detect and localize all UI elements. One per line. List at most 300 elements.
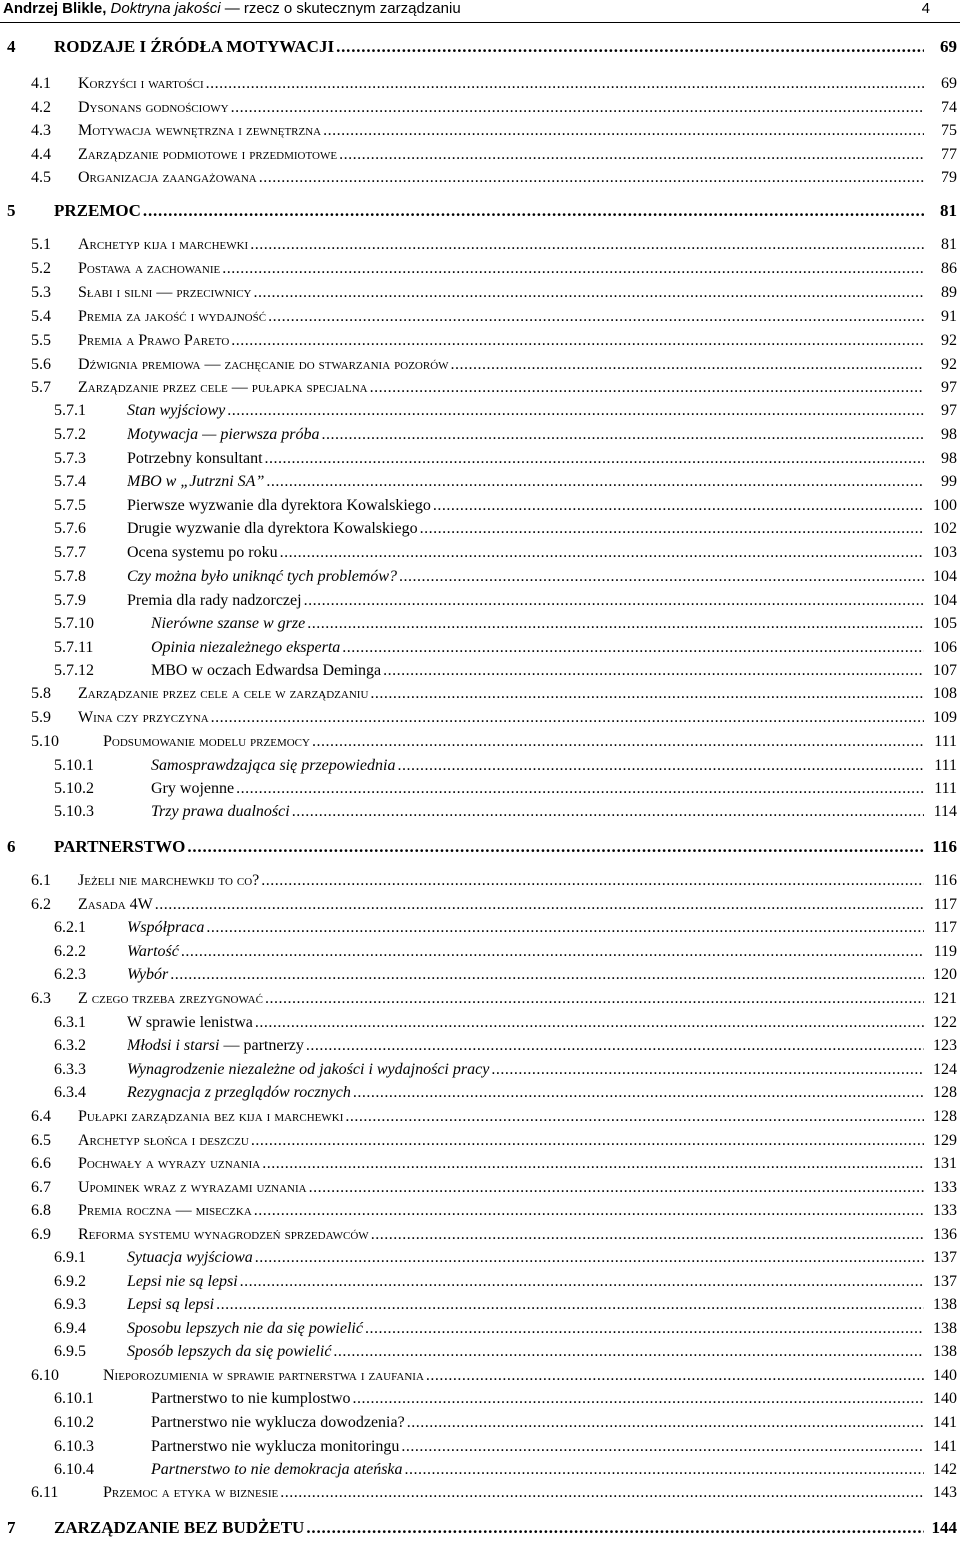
toc-entry-number: 6.3.1 (54, 1014, 86, 1031)
toc-entry-number: 6.9 (31, 1226, 51, 1243)
toc-entry-title: Premia dla rady nadzorczej (127, 592, 302, 609)
toc-leader-dots (304, 1035, 924, 1057)
toc-entry-title: Premia roczna — miseczka (78, 1202, 252, 1219)
toc-leader-dots (368, 683, 924, 705)
toc-leader-dots (489, 1059, 924, 1081)
toc-entry-page: 131 (933, 1155, 957, 1172)
toc-entry-page: 121 (933, 990, 957, 1007)
toc-entry (0, 542, 960, 564)
toc-entry-number: 5.10.3 (54, 803, 94, 820)
running-header (0, 0, 960, 23)
toc-entry-page: 81 (941, 236, 957, 253)
toc-entry-number: 5.7.10 (54, 615, 94, 632)
toc-entry (0, 36, 960, 58)
toc-entry (0, 1517, 960, 1539)
toc-entry-page: 133 (933, 1179, 957, 1196)
toc-leader-dots (321, 120, 924, 142)
toc-entry-title: Ocena systemu po roku (127, 544, 278, 561)
toc-entry-page: 129 (933, 1132, 957, 1149)
toc-entry-page: 109 (933, 709, 957, 726)
toc-entry (0, 801, 960, 823)
toc-entry-page: 92 (941, 356, 957, 373)
toc-leader-dots (204, 917, 924, 939)
toc-entry (0, 1271, 960, 1293)
toc-entry-number: 5.7.8 (54, 568, 86, 585)
toc-leader-dots (290, 801, 924, 823)
toc-leader-dots (310, 731, 924, 753)
toc-entry-number: 6.9.2 (54, 1273, 86, 1290)
toc-entry (0, 1459, 960, 1481)
toc-leader-dots (253, 1247, 924, 1269)
toc-entry-title: Sposobu lepszych nie da się powielić (127, 1320, 363, 1337)
toc-entry-page: 111 (934, 780, 957, 797)
toc-entry-number: 6.10.2 (54, 1414, 94, 1431)
toc-entry-title: Wynagrodzenie niezależne od jakości i wydajności pracy (127, 1061, 490, 1078)
toc-entry-title: Archetyp kija i marchewki (78, 236, 249, 253)
toc-entry-number: 5.7.2 (54, 426, 86, 443)
toc-entry-title: Zarządzanie podmiotowe i przedmiotowe (78, 146, 338, 163)
toc-leader-dots (248, 234, 924, 256)
toc-entry (0, 1035, 960, 1057)
toc-entry-number: 6.2.2 (54, 943, 86, 960)
toc-entry-number: 6.6 (31, 1155, 51, 1172)
toc-entry-page: 138 (933, 1343, 957, 1360)
toc-entry-number: 6.9.3 (54, 1296, 86, 1313)
toc-leader-dots (238, 1271, 924, 1293)
toc-entry-title: PRZEMOC (54, 201, 141, 220)
toc-entry (0, 518, 960, 540)
toc-entry-number: 6.2.3 (54, 966, 86, 983)
toc-leader-dots (168, 964, 924, 986)
toc-leader-dots (337, 144, 924, 166)
toc-entry-number: 6.3.2 (54, 1037, 86, 1054)
toc-entry (0, 1153, 960, 1175)
toc-entry-page: 138 (933, 1296, 957, 1313)
toc-entry-number: 4.5 (31, 169, 51, 186)
toc-leader-dots (179, 941, 924, 963)
toc-entry-title: Pochwały a wyrazy uznania (78, 1155, 261, 1172)
toc-entry-page: 74 (941, 99, 957, 116)
toc-entry-number: 5.7.7 (54, 544, 86, 561)
toc-leader-dots (351, 1082, 924, 1104)
toc-entry (0, 988, 960, 1010)
toc-entry-number: 6.10.1 (54, 1390, 94, 1407)
toc-entry (0, 73, 960, 95)
toc-entry-title: Wybór (127, 966, 169, 983)
toc-entry-page: 140 (933, 1390, 957, 1407)
toc-entry-page: 105 (933, 615, 957, 632)
toc-entry-number: 5.8 (31, 685, 51, 702)
toc-entry-title: Potrzebny konsultant (127, 450, 263, 467)
toc-entry-page: 97 (941, 379, 957, 396)
toc-entry-number: 6.10.4 (54, 1461, 94, 1478)
toc-entry-number: 6.9.1 (54, 1249, 86, 1266)
toc-entry-title: Motywacja wewnętrzna i zewnętrzna (78, 122, 322, 139)
toc-entry-page: 117 (933, 919, 957, 936)
toc-leader-dots (260, 1153, 924, 1175)
toc-entry (0, 778, 960, 800)
toc-entry (0, 755, 960, 777)
toc-entry (0, 282, 960, 304)
toc-entry-page: 99 (941, 473, 957, 490)
toc-entry-number: 5.7.3 (54, 450, 86, 467)
toc-entry-title: PARTNERSTWO (54, 837, 186, 856)
toc-entry-number: 4.3 (31, 122, 51, 139)
toc-entry-page: 111 (934, 757, 957, 774)
toc-entry-number: 6.9.4 (54, 1320, 86, 1337)
toc-entry-title: Drugie wyzwanie dla dyrektora Kowalskiego (127, 520, 418, 537)
toc-entry-page: 137 (933, 1273, 957, 1290)
toc-leader-dots (252, 282, 925, 304)
toc-entry-title: Stan wyjściowy (127, 402, 226, 419)
toc-entry (0, 964, 960, 986)
toc-entry (0, 1412, 960, 1434)
toc-entry-title: Sytuacja wyjściowa (127, 1249, 253, 1266)
toc-entry (0, 660, 960, 682)
toc-entry-title: Gry wojenne (151, 780, 235, 797)
toc-leader-dots (257, 167, 924, 189)
toc-entry-page: 103 (933, 544, 957, 561)
toc-entry-title: Partnerstwo to nie kumplostwo (151, 1390, 351, 1407)
toc-entry-number: 6.4 (31, 1108, 51, 1125)
toc-entry-number: 6.2 (31, 896, 51, 913)
toc-leader-dots (220, 258, 924, 280)
toc-entry-number: 5.1 (31, 236, 51, 253)
toc-entry-title: Zarządzanie przez cele a cele w zarządzaniu (78, 685, 369, 702)
toc-entry-page: 124 (933, 1061, 957, 1078)
toc-leader-dots (331, 1341, 924, 1363)
toc-entry (0, 330, 960, 352)
toc-entry-title: Premia za jakość i wydajność (78, 308, 267, 325)
toc-entry-number: 5.4 (31, 308, 51, 325)
toc-leader-dots (302, 590, 924, 612)
toc-entry (0, 1247, 960, 1269)
toc-leader-dots (399, 1436, 924, 1458)
toc-entry-title: Podsumowanie modelu przemocy (103, 733, 310, 750)
toc-entry-number: 6.9.5 (54, 1343, 86, 1360)
toc-entry-title: Trzy prawa dualności (151, 803, 290, 820)
toc-entry-page: 116 (932, 837, 957, 856)
toc-entry-page: 100 (933, 497, 957, 514)
header-book-title: Doktryna jakości (110, 0, 221, 17)
toc-entry (0, 144, 960, 166)
toc-entry-page: 81 (940, 201, 957, 220)
toc-entry-page: 136 (933, 1226, 957, 1243)
toc-entry (0, 1130, 960, 1152)
toc-entry-number: 6.1 (31, 872, 51, 889)
toc-entry-number: 5.5 (31, 332, 51, 349)
toc-entry-title: Dźwignia premiowa — zachęcanie do stwarzania pozorów (78, 356, 449, 373)
toc-entry-title: Nierówne szanse w grze (151, 615, 306, 632)
toc-entry-number: 6 (7, 837, 16, 856)
header-page-number: 4 (921, 0, 930, 17)
toc-entry-title: Zasada 4W (78, 896, 153, 913)
toc-leader-dots (263, 448, 924, 470)
toc-leader-dots (204, 73, 924, 95)
header-author: Andrzej Blikle, (3, 0, 107, 17)
toc-entry-page: 79 (941, 169, 957, 186)
toc-entry-title: Jeżeli nie marchewkij to co? (78, 872, 260, 889)
toc-entry-title: Korzyści i wartości (78, 75, 204, 92)
toc-entry (0, 1341, 960, 1363)
toc-entry (0, 97, 960, 119)
toc-entry (0, 471, 960, 493)
toc-entry-title: Partnerstwo nie wyklucza dowodzenia? (151, 1414, 405, 1431)
toc-entry-number: 5.7.4 (54, 473, 86, 490)
toc-entry (0, 870, 960, 892)
toc-entry (0, 306, 960, 328)
toc-leader-dots (229, 330, 924, 352)
toc-leader-dots (369, 1224, 924, 1246)
toc-entry (0, 424, 960, 446)
toc-entry-title: Rezygnacja z przeglądów rocznych (127, 1084, 351, 1101)
toc-entry-page: 141 (933, 1414, 957, 1431)
toc-entry-number: 5.7.9 (54, 592, 86, 609)
toc-entry-page: 123 (933, 1037, 957, 1054)
toc-entry (0, 1106, 960, 1128)
toc-entry-number: 4.2 (31, 99, 51, 116)
toc-entry (0, 1177, 960, 1199)
toc-entry (0, 941, 960, 963)
toc-leader-dots (397, 566, 924, 588)
toc-entry-title: Samosprawdzająca się przepowiednia (151, 757, 396, 774)
toc-entry (0, 731, 960, 753)
toc-entry-title: Premia a Prawo Pareto (78, 332, 230, 349)
toc-entry-title: Nieporozumienia w sprawie partnerstwa i zaufania (103, 1367, 424, 1384)
toc-entry-page: 98 (941, 450, 957, 467)
toc-entry-number: 5.3 (31, 284, 51, 301)
toc-entry (0, 1059, 960, 1081)
toc-entry-title: Młodsi i starsi — partnerzy (127, 1037, 304, 1054)
toc-entry-number: 5 (7, 201, 16, 220)
toc-entry-title: Upominek wraz z wyrazami uznania (78, 1179, 307, 1196)
toc-entry-number: 6.3 (31, 990, 51, 1007)
toc-entry-number: 5.10.2 (54, 780, 94, 797)
toc-leader-dots (252, 1200, 924, 1222)
toc-entry-page: 91 (941, 308, 957, 325)
toc-leader-dots (351, 1388, 924, 1410)
toc-leader-dots (225, 400, 924, 422)
toc-leader-dots (363, 1318, 924, 1340)
toc-entry-title: Sposób lepszych da się powielić (127, 1343, 332, 1360)
toc-entry-page: 98 (941, 426, 957, 443)
toc-entry-number: 5.2 (31, 260, 51, 277)
toc-entry-page: 92 (941, 332, 957, 349)
toc-entry-title: Dysonans godnościowy (78, 99, 229, 116)
toc-entry-title: Z czego trzeba zrezygnować (78, 990, 263, 1007)
toc-leader-dots (278, 542, 924, 564)
toc-entry-title: ZARZĄDZANIE BEZ BUDŻETU (54, 1518, 305, 1537)
toc-entry (0, 1294, 960, 1316)
toc-entry (0, 167, 960, 189)
toc-entry-page: 141 (933, 1438, 957, 1455)
toc-leader-dots (305, 613, 924, 635)
toc-entry-page: 106 (933, 639, 957, 656)
toc-entry-title: Opinia niezależnego eksperta (151, 639, 341, 656)
toc-entry-number: 4 (7, 37, 16, 56)
toc-leader-dots (395, 755, 924, 777)
toc-entry-title: Wartość (127, 943, 179, 960)
toc-entry (0, 836, 960, 858)
toc-entry-page: 140 (933, 1367, 957, 1384)
toc-entry-title: MBO w „Jutrzni SA” (127, 473, 265, 490)
toc-entry (0, 637, 960, 659)
toc-entry-page: 122 (933, 1014, 957, 1031)
toc-entry-number: 6.11 (31, 1484, 59, 1501)
toc-entry-page: 89 (941, 284, 957, 301)
toc-entry-number: 5.10.1 (54, 757, 94, 774)
toc-entry-number: 4.1 (31, 75, 51, 92)
toc-entry-title: Postawa a zachowanie (78, 260, 221, 277)
toc-leader-dots (266, 306, 924, 328)
toc-entry (0, 894, 960, 916)
toc-entry-number: 7 (7, 1518, 16, 1537)
toc-entry-number: 5.10 (31, 733, 59, 750)
toc-entry-number: 5.7.1 (54, 402, 86, 419)
toc-entry-page: 133 (933, 1202, 957, 1219)
toc-entry-page: 137 (933, 1249, 957, 1266)
toc-entry (0, 1318, 960, 1340)
toc-entry-title: Słabi i silni — przeciwnicy (78, 284, 252, 301)
toc-entry (0, 917, 960, 939)
header-citation (3, 0, 461, 18)
toc-entry (0, 1200, 960, 1222)
toc-entry (0, 1436, 960, 1458)
toc-entry-title: Pierwsze wyzwanie dla dyrektora Kowalskiego (127, 497, 431, 514)
toc-entry-title: Partnerstwo nie wyklucza monitoringu (151, 1438, 400, 1455)
toc-entry (0, 377, 960, 399)
toc-leader-dots (263, 988, 924, 1010)
toc-entry (0, 1388, 960, 1410)
toc-leader-dots (141, 200, 924, 222)
toc-entry-number: 5.7.5 (54, 497, 86, 514)
toc-entry (0, 707, 960, 729)
toc-leader-dots (340, 637, 924, 659)
toc-entry-page: 119 (933, 943, 957, 960)
toc-leader-dots (304, 1517, 924, 1539)
toc-entry-title: Organizacja zaangażowana (78, 169, 257, 186)
toc-entry-page: 86 (941, 260, 957, 277)
toc-entry-title: W sprawie lenistwa (127, 1014, 253, 1031)
toc-entry-number: 5.7 (31, 379, 51, 396)
toc-entry-page: 143 (933, 1484, 957, 1501)
toc-leader-dots (424, 1365, 924, 1387)
toc-entry (0, 258, 960, 280)
toc-entry (0, 354, 960, 376)
toc-entry-title: Wina czy przyczyna (78, 709, 209, 726)
toc-leader-dots (234, 778, 924, 800)
toc-entry (0, 120, 960, 142)
toc-entry (0, 1082, 960, 1104)
toc-entry-number: 6.8 (31, 1202, 51, 1219)
toc-entry-page: 75 (941, 122, 957, 139)
header-subtitle: — rzecz o skutecznym zarządzaniu (220, 0, 461, 17)
toc-leader-dots (153, 894, 924, 916)
toc-entry-title: Lepsi są lepsi (127, 1296, 215, 1313)
toc-entry-title: Przemoc a etyka w biznesie (103, 1484, 279, 1501)
toc-entry (0, 448, 960, 470)
toc-entry-number: 5.7.6 (54, 520, 86, 537)
toc-entry-title: Współpraca (127, 919, 205, 936)
toc-entry-title: Archetyp słońca i deszczu (78, 1132, 249, 1149)
toc-entry-page: 128 (933, 1084, 957, 1101)
toc-entry-number: 5.7.11 (54, 639, 94, 656)
toc-entry-number: 6.3.3 (54, 1061, 86, 1078)
toc-entry (0, 566, 960, 588)
toc-entry-page: 111 (934, 733, 957, 750)
toc-entry-page: 120 (933, 966, 957, 983)
toc-entry-page: 102 (933, 520, 957, 537)
toc-entry-page: 97 (941, 402, 957, 419)
toc-entry-number: 6.10 (31, 1367, 59, 1384)
toc-entry-page: 69 (941, 75, 957, 92)
toc-entry (0, 590, 960, 612)
toc-entry-number: 6.7 (31, 1179, 51, 1196)
toc-entry-page: 138 (933, 1320, 957, 1337)
toc-entry-page: 142 (933, 1461, 957, 1478)
toc-entry (0, 495, 960, 517)
toc-entry-page: 104 (933, 568, 957, 585)
toc-entry-title: Partnerstwo to nie demokracja ateńska (151, 1461, 403, 1478)
toc-leader-dots (418, 518, 924, 540)
toc-entry-number: 6.2.1 (54, 919, 86, 936)
toc-entry-page: 107 (933, 662, 957, 679)
toc-entry-title: Motywacja — pierwsza próba (127, 426, 320, 443)
toc-entry-number: 4.4 (31, 146, 51, 163)
toc-entry (0, 400, 960, 422)
toc-leader-dots (259, 870, 924, 892)
toc-leader-dots (264, 471, 924, 493)
toc-entry-title: Czy można było uniknąć tych problemów? (127, 568, 398, 585)
toc-entry-number: 6.5 (31, 1132, 51, 1149)
toc-leader-dots (319, 424, 924, 446)
toc-entry (0, 1482, 960, 1504)
toc-entry-number: 5.7.12 (54, 662, 94, 679)
toc-leader-dots (403, 1459, 924, 1481)
toc-entry (0, 200, 960, 222)
toc-leader-dots (334, 36, 924, 58)
toc-leader-dots (381, 660, 924, 682)
toc-entry-number: 5.9 (31, 709, 51, 726)
toc-entry-page: 69 (940, 37, 957, 56)
toc-leader-dots (229, 97, 924, 119)
toc-entry-title: MBO w oczach Edwardsa Deminga (151, 662, 382, 679)
toc-entry-page: 104 (933, 592, 957, 609)
toc-leader-dots (431, 495, 924, 517)
toc-entry (0, 683, 960, 705)
toc-entry-title: Zarządzanie przez cele — pułapka specjalna (78, 379, 368, 396)
toc-entry (0, 613, 960, 635)
toc-leader-dots (249, 1130, 924, 1152)
toc-leader-dots (214, 1294, 924, 1316)
toc-entry-page: 116 (933, 872, 957, 889)
toc-entry-page: 128 (933, 1108, 957, 1125)
toc-entry-number: 5.6 (31, 356, 51, 373)
toc-leader-dots (343, 1106, 924, 1128)
toc-entry (0, 234, 960, 256)
toc-leader-dots (278, 1482, 924, 1504)
toc-leader-dots (449, 354, 924, 376)
toc-entry-number: 6.3.4 (54, 1084, 86, 1101)
toc-entry-title: Reforma systemu wynagrodzeń sprzedawców (78, 1226, 369, 1243)
toc-leader-dots (405, 1412, 924, 1434)
toc-entry-page: 77 (941, 146, 957, 163)
toc-leader-dots (368, 377, 924, 399)
toc-entry-page: 117 (933, 896, 957, 913)
toc-leader-dots (253, 1012, 924, 1034)
toc-entry-title: RODZAJE I ŹRÓDŁA MOTYWACJI (54, 37, 335, 56)
toc-entry-page: 114 (933, 803, 957, 820)
